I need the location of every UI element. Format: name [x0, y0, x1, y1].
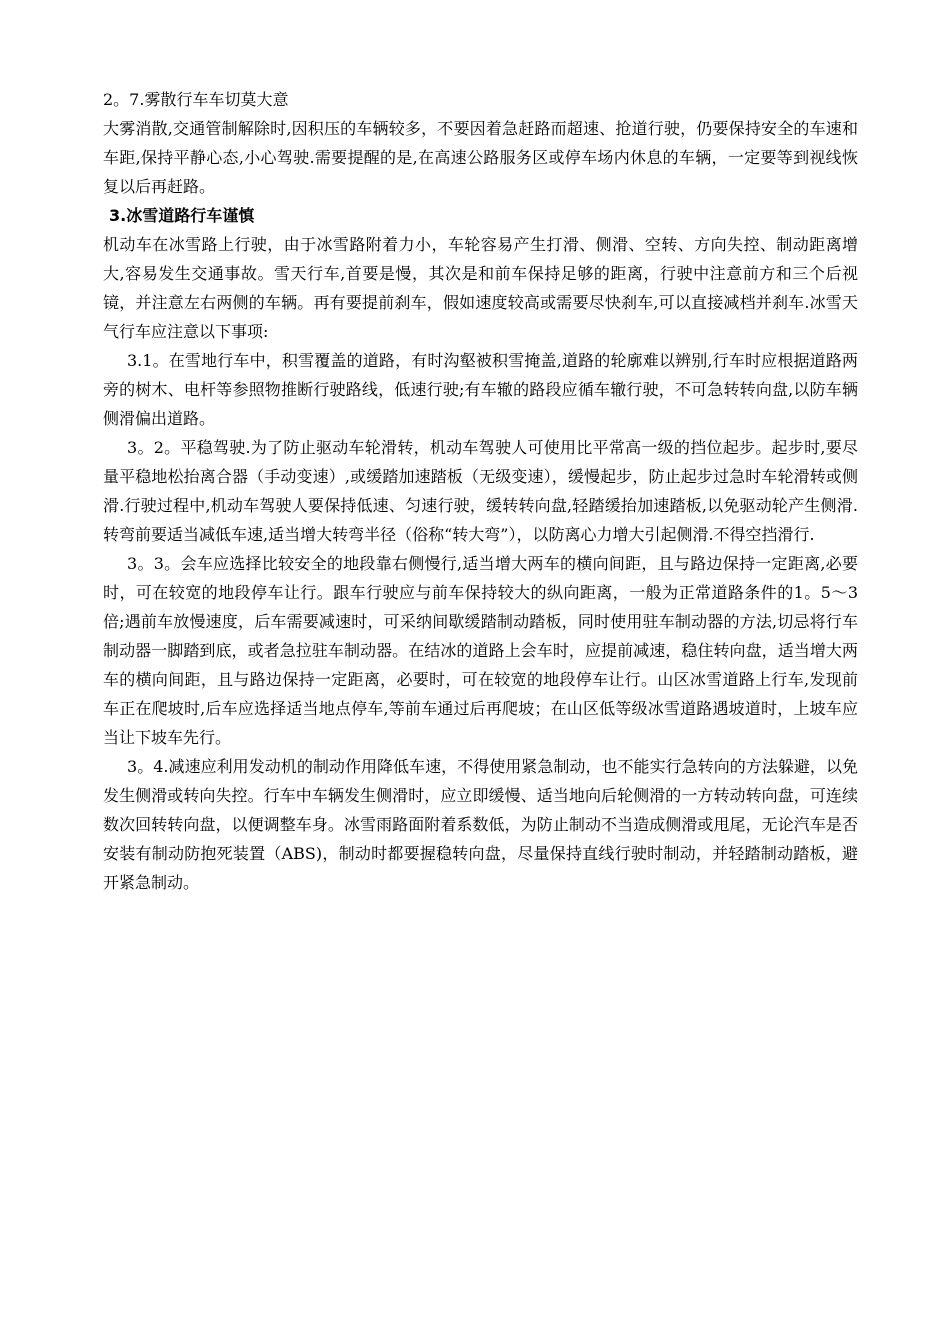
paragraph-3-4: 3。4.减速应利用发动机的制动作用降低车速，不得使用紧急制动，也不能实行急转向的方法躲避，以免发生侧滑或转向失控。行车中车辆发生侧滑时，应立即缓慢、适当地向后轮侧滑的一方转动转向盘，可连续数次回转转向盘，以便调整车身。冰雪雨路面附着系数低，为防止制动不当造成侧滑或甩尾，无论汽车是否安装有制动防抱死装置（ABS)，制动时都要握稳转向盘，尽量保持直线行驶时制动，并轻踏制动踏板，避开紧急制动。 [103, 757, 858, 892]
document-body [103, 85, 858, 897]
paragraph-3-3: 3。3。会车应选择比较安全的地段靠右侧慢行,适当增大两车的横向间距，且与路边保持一定距离,必要时，可在较宽的地段停车让行。跟车行驶应与前车保持较大的纵向距离，一般为正常道路条件的1。5～3倍;遇前车放慢速度，后车需要减速时，可采纳间歇缓踏制动踏板，同时使用驻车制动器的方法,切忌将行车制动器一脚踏到底，或者急拉驻车制动器。在结冰的道路上会车时，应提前减速，稳住转向盘，适当增大两车的横向间距，且与路边保持一定距离，必要时，可在较宽的地段停车让行。山区冰雪道路上行车,发现前车正在爬坡时,后车应选择适当地点停车,等前车通过后再爬坡；在山区低等级冰雪道路遇坡道时，上坡车应当让下坡车先行。 [103, 554, 858, 747]
paragraph-ice-snow-intro: 机动车在冰雪路上行驶，由于冰雪路附着力小，车轮容易产生打滑、侧滑、空转、方向失控、制动距离增大,容易发生交通事故。雪天行车,首要是慢，其次是和前车保持足够的距离，行驶中注意前方和三个后视镜，并注意左右两侧的车辆。再有要提前刹车，假如速度较高或需要尽快刹车,可以直接减档并刹车.冰雪天气行车应注意以下事项: [103, 235, 858, 341]
paragraph-3-1: 3.1。在雪地行车中，积雪覆盖的道路，有时沟壑被积雪掩盖,道路的轮廓难以辨别,行车时应根据道路两旁的树木、电杆等参照物推断行驶路线，低速行驶;有车辙的路段应循车辙行驶，不可急转转向盘,以防车辆侧滑偏出道路。 [103, 351, 858, 428]
section-heading-3: 3.冰雪道路行车谨慎 [109, 206, 255, 225]
paragraph-fog-cleared: 大雾消散,交通管制解除时,因积压的车辆较多，不要因着急赶路而超速、抢道行驶，仍要保持安全的车速和车距,保持平静心态,小心驾驶.需要提醒的是,在高速公路服务区或停车场内休息的车辆，一定要等到视线恢复以后再赶路。 [103, 119, 858, 196]
paragraph-3-2: 3。2。平稳驾驶.为了防止驱动车轮滑转，机动车驾驶人可使用比平常高一级的挡位起步。起步时,要尽量平稳地松抬离合器（手动变速）,或缓踏加速踏板（无级变速），缓慢起步，防止起步过急时车轮滑转或侧滑.行驶过程中,机动车驾驶人要保持低速、匀速行驶，缓转转向盘,轻踏缓抬加速踏板,以免驱动轮产生侧滑.转弯前要适当减低车速,适当增大转弯半径（俗称“转大弯”），以防离心力增大引起侧滑.不得空挡滑行. [103, 438, 858, 544]
section-title-2-7: 2。7.雾散行车车切莫大意 [103, 90, 289, 109]
